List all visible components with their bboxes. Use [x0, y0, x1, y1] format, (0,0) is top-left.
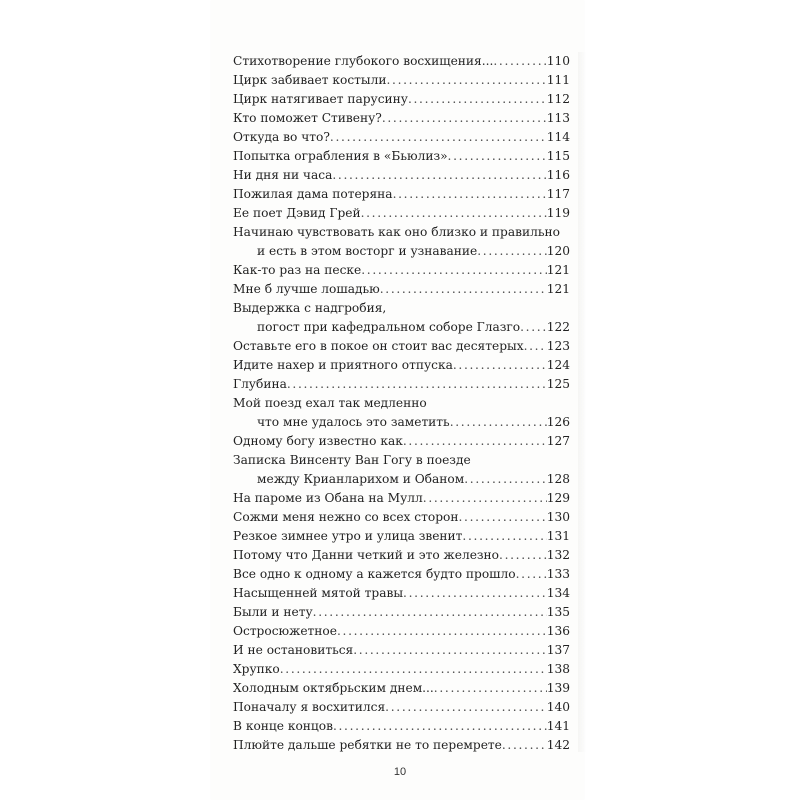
toc-entry: [233, 508, 570, 527]
toc-page-number: 125: [546, 377, 570, 391]
toc-entry: [233, 375, 570, 394]
dot-leader: [353, 641, 547, 660]
toc-page-number: 142: [546, 738, 570, 752]
toc-title: На пароме из Обана на Мулл: [233, 491, 423, 505]
dot-leader: [453, 356, 547, 375]
toc-page-number: 131: [546, 529, 570, 543]
toc-title: Попытка ограбления в «Бьюлиз»: [233, 149, 448, 163]
toc-line: [233, 508, 570, 527]
toc-line: [233, 698, 570, 717]
dot-leader: [448, 147, 547, 166]
toc-page-number: 121: [546, 263, 570, 277]
toc-entry: [233, 185, 570, 204]
toc-title: между Крианларихом и Обаном: [257, 472, 465, 486]
dot-leader: [287, 375, 547, 394]
dot-leader: [380, 280, 547, 299]
toc-title: Мой поезд ехал так медленно: [233, 396, 427, 410]
toc-line: [233, 736, 570, 755]
toc-title: Поначалу я восхитился: [233, 700, 386, 714]
toc-title: Как-то раз на песке: [233, 263, 362, 277]
toc-page-number: 135: [546, 605, 570, 619]
toc-line: [233, 185, 570, 204]
toc-page-number: 130: [546, 510, 570, 524]
toc-page-number: 124: [546, 358, 570, 372]
dot-leader: [280, 660, 547, 679]
toc-page-number: 138: [546, 662, 570, 676]
toc-entry: [233, 603, 570, 622]
toc-title: Ни дня ни часа: [233, 168, 333, 182]
toc-line: [233, 280, 570, 299]
toc-line: [233, 489, 570, 508]
toc-title: погост при кафедральном соборе Глазго: [257, 320, 521, 334]
toc-entry: [233, 660, 570, 679]
toc-line: [233, 90, 570, 109]
toc-line: [233, 622, 570, 641]
dot-leader: [313, 603, 547, 622]
toc-entry: [233, 356, 570, 375]
toc-title: Идите нахер и приятного отпуска: [233, 358, 453, 372]
toc-entry: [233, 565, 570, 584]
dot-leader: [524, 337, 547, 356]
toc-page-number: 112: [546, 92, 570, 106]
page-edge-shadow: [578, 52, 586, 752]
toc-entry: [233, 698, 570, 717]
dot-leader: [423, 489, 547, 508]
toc-title: Ее поет Дэвид Грей: [233, 206, 361, 220]
toc-title: Записка Винсенту Ван Гогу в поезде: [233, 453, 471, 467]
toc-entry: [233, 71, 570, 90]
toc-page-number: 114: [546, 130, 570, 144]
toc-line: [233, 242, 570, 261]
toc-title: Резкое зимнее утро и улица звенит: [233, 529, 463, 543]
toc-page-number: 127: [546, 434, 570, 448]
toc-page-number: 120: [546, 244, 570, 258]
toc-title: Плюйте дальше ребятки не то перемрете: [233, 738, 502, 752]
toc-title: Все одно к одному а кажется будто прошло: [233, 567, 516, 581]
dot-leader: [516, 565, 547, 584]
toc-title: Оставьте его в покое он стоит вас десятерых: [233, 339, 524, 353]
dot-leader: [333, 717, 547, 736]
toc-entry: [233, 736, 570, 755]
toc-title: Кто поможет Стивену?: [233, 111, 382, 125]
toc-title: Цирк натягивает парусину: [233, 92, 408, 106]
toc-page-number: 111: [546, 73, 570, 87]
toc-line: [233, 337, 570, 356]
toc-page-number: 132: [546, 548, 570, 562]
toc-entry: [233, 641, 570, 660]
toc-line: [233, 71, 570, 90]
toc-page-number: 129: [546, 491, 570, 505]
dot-leader: [385, 698, 547, 717]
toc-title: и есть в этом восторг и узнавание: [257, 244, 478, 258]
toc-line: [233, 432, 570, 451]
toc-title: Хрупко: [233, 662, 280, 676]
toc-title: Были и нету: [233, 605, 313, 619]
dot-leader: [493, 52, 546, 71]
toc-title: Начинаю чувствовать как оно близко и правильно: [233, 225, 560, 239]
toc-entry: [233, 90, 570, 109]
toc-entry: [233, 299, 570, 337]
toc-line: [233, 204, 570, 223]
toc-title: Остросюжетное: [233, 624, 337, 638]
dot-leader: [393, 185, 547, 204]
toc-entry: [233, 223, 570, 261]
toc-title: что мне удалось это заметить: [257, 415, 450, 429]
toc-entry: [233, 546, 570, 565]
toc-page-number: 128: [546, 472, 570, 486]
toc-entry: [233, 337, 570, 356]
toc-line: [233, 147, 570, 166]
toc-page-number: 113: [546, 111, 570, 125]
toc-page-number: 123: [546, 339, 570, 353]
toc-line: [233, 128, 570, 147]
toc-line: [233, 565, 570, 584]
dot-leader: [477, 242, 546, 261]
toc-page-number: 117: [546, 187, 570, 201]
toc-entry: [233, 679, 570, 698]
toc-line: [233, 375, 570, 394]
toc-entry: [233, 622, 570, 641]
toc-title: Откуда во что?: [233, 130, 330, 144]
table-of-contents: [233, 52, 570, 755]
toc-title: Одному богу известно как: [233, 434, 403, 448]
dot-leader: [499, 546, 547, 565]
toc-entry: [233, 109, 570, 128]
toc-line: [233, 261, 570, 280]
toc-line: [233, 546, 570, 565]
toc-line: [233, 470, 570, 489]
toc-title: Глубина: [233, 377, 287, 391]
toc-page-number: 139: [546, 681, 570, 695]
dot-leader: [408, 90, 547, 109]
toc-title: Цирк забивает костыли: [233, 73, 387, 87]
toc-line: [233, 679, 570, 698]
toc-line: [233, 660, 570, 679]
toc-entry: [233, 489, 570, 508]
toc-entry: [233, 128, 570, 147]
toc-entry: [233, 394, 570, 432]
toc-page-number: 121: [546, 282, 570, 296]
toc-page-number: 122: [546, 320, 570, 334]
dot-leader: [332, 166, 546, 185]
dot-leader: [458, 508, 546, 527]
toc-page-number: 110: [546, 54, 570, 68]
toc-title: Мне б лучше лошадью: [233, 282, 380, 296]
toc-line: [233, 603, 570, 622]
toc-line: [233, 527, 570, 546]
toc-page-number: 140: [546, 700, 570, 714]
toc-page-number: 134: [546, 586, 570, 600]
toc-page-number: 126: [546, 415, 570, 429]
toc-page-number: 136: [546, 624, 570, 638]
dot-leader: [502, 736, 547, 755]
toc-entry: [233, 584, 570, 603]
toc-line: [233, 318, 570, 337]
toc-title: Холодным октябрьским днем...: [233, 681, 434, 695]
toc-entry: [233, 527, 570, 546]
dot-leader: [382, 109, 547, 128]
toc-entry: [233, 52, 570, 71]
dot-leader: [403, 584, 547, 603]
toc-page-number: 119: [546, 206, 570, 220]
dot-leader: [403, 432, 547, 451]
dot-leader: [330, 128, 547, 147]
toc-line: [233, 584, 570, 603]
dot-leader: [361, 204, 547, 223]
toc-entry: [233, 261, 570, 280]
toc-page-number: 141: [546, 719, 570, 733]
toc-line: [233, 109, 570, 128]
toc-line: [233, 717, 570, 736]
toc-title: В конце концов: [233, 719, 333, 733]
toc-entry: [233, 717, 570, 736]
dot-leader: [434, 679, 547, 698]
toc-line: [233, 413, 570, 432]
dot-leader: [450, 413, 547, 432]
toc-page-number: 137: [546, 643, 570, 657]
toc-title: Пожилая дама потеряна: [233, 187, 393, 201]
dot-leader: [386, 71, 546, 90]
toc-title: Выдержка с надгробия,: [233, 301, 387, 315]
page-number: 10: [393, 766, 407, 778]
toc-title: Потому что Данни четкий и это железно: [233, 548, 500, 562]
toc-entry: [233, 432, 570, 451]
toc-line: [233, 356, 570, 375]
toc-page-number: 115: [546, 149, 570, 163]
toc-entry: [233, 166, 570, 185]
toc-title: Сожми меня нежно со всех сторон: [233, 510, 459, 524]
toc-page-number: 133: [546, 567, 570, 581]
dot-leader: [462, 527, 546, 546]
toc-line: [233, 641, 570, 660]
dot-leader: [337, 622, 547, 641]
dot-leader: [520, 318, 547, 337]
toc-page-number: 116: [546, 168, 570, 182]
toc-entry: [233, 147, 570, 166]
toc-title: Стихотворение глубокого восхищения...: [233, 54, 494, 68]
dot-leader: [464, 470, 547, 489]
dot-leader: [361, 261, 547, 280]
toc-entry: [233, 451, 570, 489]
toc-line: [233, 166, 570, 185]
toc-entry: [233, 280, 570, 299]
toc-title: И не остановиться: [233, 643, 354, 657]
toc-title: Насыщенней мятой травы: [233, 586, 404, 600]
toc-line: [233, 52, 570, 71]
toc-entry: [233, 204, 570, 223]
